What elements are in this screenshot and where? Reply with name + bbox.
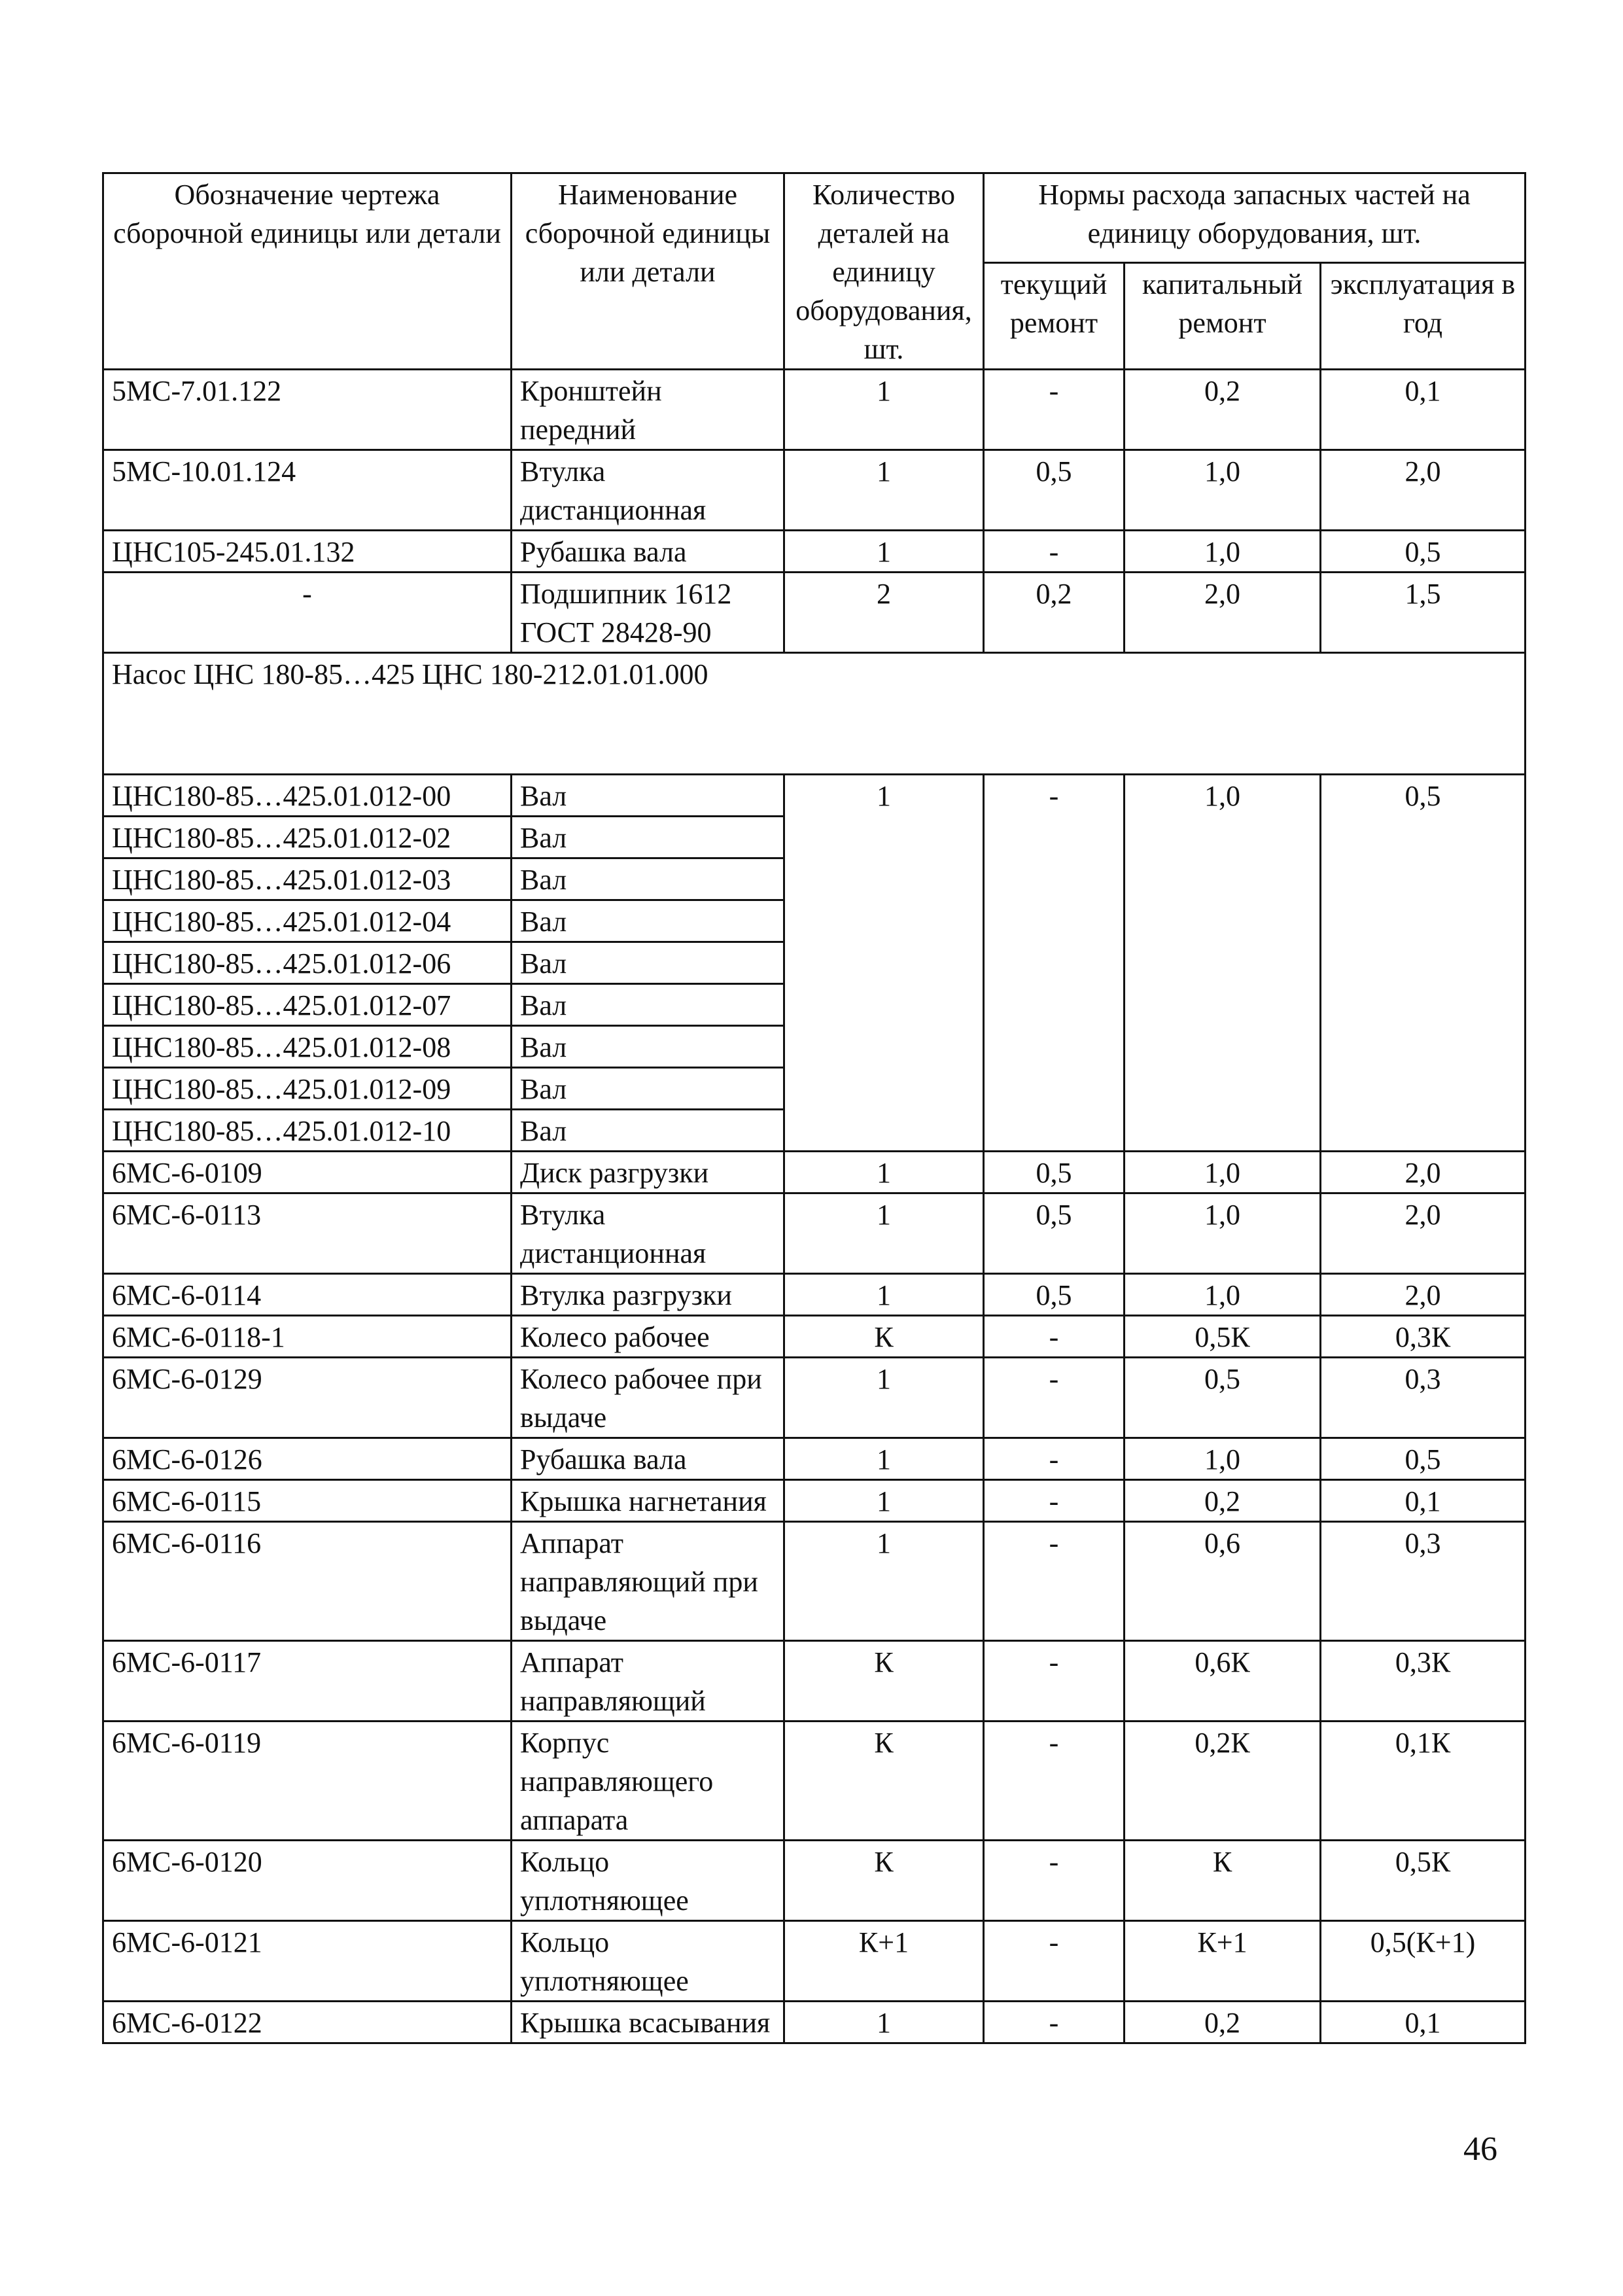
quantity-cell: К+1 (784, 1921, 984, 2002)
table-row (103, 1193, 1526, 1274)
table-row (103, 1722, 1526, 1841)
drawing-cell: 6МС-6-0122 (103, 2002, 512, 2043)
table-row (103, 573, 1526, 653)
name-cell: Втулка дистанционная (512, 1193, 784, 1274)
quantity-cell: 1 (784, 370, 984, 450)
drawing-cell: ЦНС105-245.01.132 (103, 531, 512, 573)
drawing-cell: 6МС-6-0117 (103, 1641, 512, 1722)
table-row (103, 370, 1526, 450)
capital-repair-cell: 1,0 (1125, 1438, 1321, 1480)
name-cell: Аппарат направляющий (512, 1641, 784, 1722)
name-cell: Диск разгрузки (512, 1152, 784, 1193)
header-current-repair: текущий ремонт (984, 262, 1125, 369)
operation-cell: 0,5К (1321, 1841, 1526, 1921)
current-repair-cell: - (984, 2002, 1125, 2043)
quantity-cell: К (784, 1722, 984, 1841)
drawing-cell: 6МС-6-0116 (103, 1522, 512, 1641)
name-cell: Крышка всасывания (512, 2002, 784, 2043)
name-cell: Рубашка вала (512, 531, 784, 573)
operation-cell: 2,0 (1321, 1274, 1526, 1316)
capital-repair-cell: 0,5К (1125, 1316, 1321, 1358)
drawing-cell: - (103, 573, 512, 653)
operation-cell: 0,3К (1321, 1641, 1526, 1722)
drawing-cell: 5МС-10.01.124 (103, 450, 512, 531)
operation-cell: 0,3 (1321, 1358, 1526, 1438)
capital-repair-cell: 0,6К (1125, 1641, 1321, 1722)
operation-cell: 0,5 (1321, 1438, 1526, 1480)
header-capital-repair: капитальный ремонт (1125, 262, 1321, 369)
current-repair-cell: - (984, 531, 1125, 573)
name-cell: Вал (512, 1026, 784, 1068)
quantity-cell: 1 (784, 1193, 984, 1274)
name-cell: Рубашка вала (512, 1438, 784, 1480)
capital-repair-cell: 0,2 (1125, 370, 1321, 450)
header-operation: эксплуатация в год (1321, 262, 1526, 369)
name-cell: Корпус направляющего аппарата (512, 1722, 784, 1841)
page-number: 46 (1463, 2130, 1497, 2168)
section-title: Насос ЦНС 180-85…425 ЦНС 180-212.01.01.000 (103, 653, 1526, 775)
current-repair-cell: - (984, 370, 1125, 450)
name-cell: Аппарат направляющий при выдаче (512, 1522, 784, 1641)
drawing-cell: 6МС-6-0119 (103, 1722, 512, 1841)
table-row (103, 1316, 1526, 1358)
drawing-cell: 5МС-7.01.122 (103, 370, 512, 450)
drawing-cell: ЦНС180-85…425.01.012-06 (103, 942, 512, 984)
operation-cell: 0,1К (1321, 1722, 1526, 1841)
capital-repair-cell: 2,0 (1125, 573, 1321, 653)
operation-cell: 0,5(К+1) (1321, 1921, 1526, 2002)
quantity-cell: К (784, 1641, 984, 1722)
quantity-cell: К (784, 1841, 984, 1921)
capital-repair-cell: 1,0 (1125, 531, 1321, 573)
operation-cell: 0,1 (1321, 370, 1526, 450)
capital-repair-cell: 1,0 (1125, 1193, 1321, 1274)
name-cell: Вал (512, 775, 784, 817)
capital-repair-cell: 1,0 (1125, 1274, 1321, 1316)
current-repair-cell: - (984, 1438, 1125, 1480)
name-cell: Крышка нагнетания (512, 1480, 784, 1522)
name-cell: Кольцо уплотняющее (512, 1841, 784, 1921)
current-repair-cell: - (984, 1722, 1125, 1841)
quantity-cell: 1 (784, 1438, 984, 1480)
name-cell: Втулка дистанционная (512, 450, 784, 531)
drawing-cell: 6МС-6-0115 (103, 1480, 512, 1522)
current-repair-cell: 0,2 (984, 573, 1125, 653)
drawing-cell: 6МС-6-0129 (103, 1358, 512, 1438)
table-row (103, 450, 1526, 531)
name-cell: Вал (512, 858, 784, 900)
current-repair-cell: 0,5 (984, 1152, 1125, 1193)
drawing-cell: ЦНС180-85…425.01.012-02 (103, 817, 512, 858)
section-row (103, 653, 1526, 775)
capital-repair-cell: 0,2К (1125, 1722, 1321, 1841)
capital-repair-cell: К (1125, 1841, 1321, 1921)
operation-cell: 0,5 (1321, 775, 1526, 1152)
name-cell: Колесо рабочее (512, 1316, 784, 1358)
quantity-cell: 1 (784, 2002, 984, 2043)
drawing-cell: ЦНС180-85…425.01.012-09 (103, 1068, 512, 1110)
name-cell: Кронштейн передний (512, 370, 784, 450)
table-row (103, 1841, 1526, 1921)
current-repair-cell: - (984, 1641, 1125, 1722)
header-drawing: Обозначение чертежа сборочной единицы или детали (103, 173, 512, 370)
spare-parts-table (102, 172, 1526, 2044)
table-row (103, 775, 1526, 817)
table-row (103, 1274, 1526, 1316)
drawing-cell: 6МС-6-0118-1 (103, 1316, 512, 1358)
quantity-cell: 1 (784, 531, 984, 573)
current-repair-cell: - (984, 1358, 1125, 1438)
operation-cell: 2,0 (1321, 450, 1526, 531)
operation-cell: 0,1 (1321, 2002, 1526, 2043)
table-row (103, 1921, 1526, 2002)
quantity-cell: К (784, 1316, 984, 1358)
drawing-cell: 6МС-6-0121 (103, 1921, 512, 2002)
drawing-cell: ЦНС180-85…425.01.012-10 (103, 1110, 512, 1152)
current-repair-cell: 0,5 (984, 1193, 1125, 1274)
name-cell: Вал (512, 984, 784, 1026)
table-row (103, 1152, 1526, 1193)
quantity-cell: 1 (784, 1522, 984, 1641)
drawing-cell: 6МС-6-0126 (103, 1438, 512, 1480)
capital-repair-cell: 0,2 (1125, 2002, 1321, 2043)
quantity-cell: 1 (784, 450, 984, 531)
current-repair-cell: - (984, 1316, 1125, 1358)
capital-repair-cell: 0,2 (1125, 1480, 1321, 1522)
drawing-cell: 6МС-6-0109 (103, 1152, 512, 1193)
quantity-cell: 2 (784, 573, 984, 653)
capital-repair-cell: 0,6 (1125, 1522, 1321, 1641)
operation-cell: 2,0 (1321, 1193, 1526, 1274)
capital-repair-cell: 1,0 (1125, 450, 1321, 531)
name-cell: Вал (512, 1110, 784, 1152)
capital-repair-cell: 0,5 (1125, 1358, 1321, 1438)
header-name: Наименование сборочной единицы или детали (512, 173, 784, 370)
name-cell: Вал (512, 1068, 784, 1110)
operation-cell: 0,3К (1321, 1316, 1526, 1358)
operation-cell: 0,1 (1321, 1480, 1526, 1522)
table-row (103, 2002, 1526, 2043)
current-repair-cell: - (984, 1841, 1125, 1921)
quantity-cell: 1 (784, 775, 984, 1152)
operation-cell: 1,5 (1321, 573, 1526, 653)
current-repair-cell: - (984, 1480, 1125, 1522)
capital-repair-cell: К+1 (1125, 1921, 1321, 2002)
drawing-cell: ЦНС180-85…425.01.012-07 (103, 984, 512, 1026)
quantity-cell: 1 (784, 1358, 984, 1438)
table-row (103, 1641, 1526, 1722)
current-repair-cell: - (984, 1522, 1125, 1641)
current-repair-cell: - (984, 775, 1125, 1152)
name-cell: Вал (512, 817, 784, 858)
capital-repair-cell: 1,0 (1125, 1152, 1321, 1193)
current-repair-cell: 0,5 (984, 1274, 1125, 1316)
table-row (103, 1522, 1526, 1641)
name-cell: Вал (512, 942, 784, 984)
operation-cell: 0,5 (1321, 531, 1526, 573)
drawing-cell: ЦНС180-85…425.01.012-03 (103, 858, 512, 900)
operation-cell: 2,0 (1321, 1152, 1526, 1193)
quantity-cell: 1 (784, 1274, 984, 1316)
drawing-cell: ЦНС180-85…425.01.012-00 (103, 775, 512, 817)
table-row (103, 1480, 1526, 1522)
header-norms: Нормы расхода запасных частей на единицу оборудования, шт. (984, 173, 1526, 263)
header-quantity: Количество деталей на единицу оборудования, шт. (784, 173, 984, 370)
name-cell: Втулка разгрузки (512, 1274, 784, 1316)
drawing-cell: 6МС-6-0113 (103, 1193, 512, 1274)
name-cell: Вал (512, 900, 784, 942)
drawing-cell: 6МС-6-0114 (103, 1274, 512, 1316)
capital-repair-cell: 1,0 (1125, 775, 1321, 1152)
name-cell: Кольцо уплотняющее (512, 1921, 784, 2002)
drawing-cell: ЦНС180-85…425.01.012-08 (103, 1026, 512, 1068)
drawing-cell: ЦНС180-85…425.01.012-04 (103, 900, 512, 942)
quantity-cell: 1 (784, 1480, 984, 1522)
name-cell: Колесо рабочее при выдаче (512, 1358, 784, 1438)
current-repair-cell: 0,5 (984, 450, 1125, 531)
name-cell: Подшипник 1612 ГОСТ 28428-90 (512, 573, 784, 653)
table-row (103, 1358, 1526, 1438)
table-row (103, 531, 1526, 573)
operation-cell: 0,3 (1321, 1522, 1526, 1641)
current-repair-cell: - (984, 1921, 1125, 2002)
drawing-cell: 6МС-6-0120 (103, 1841, 512, 1921)
quantity-cell: 1 (784, 1152, 984, 1193)
table-row (103, 1438, 1526, 1480)
